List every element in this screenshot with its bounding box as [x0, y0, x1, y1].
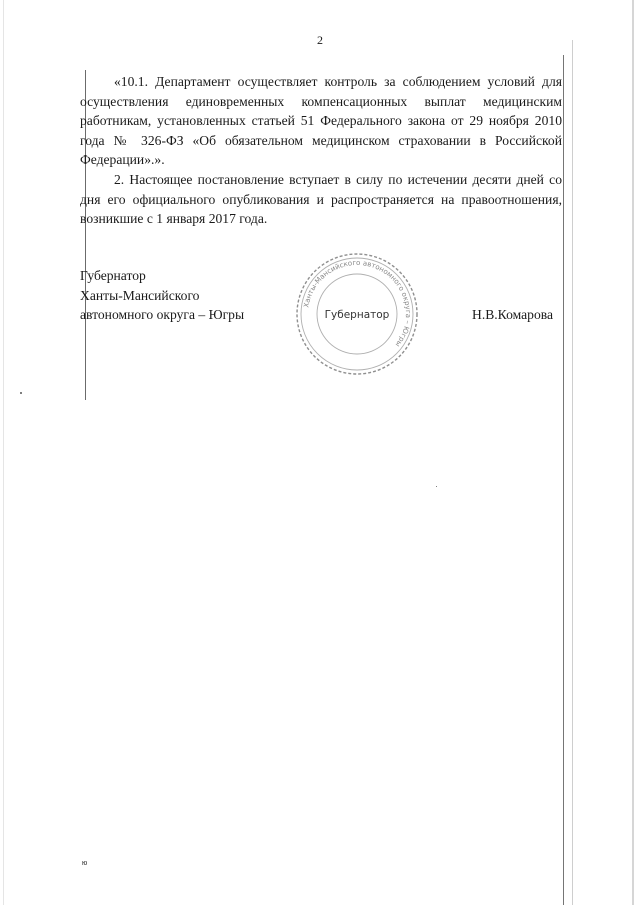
scan-edge-right — [632, 0, 634, 905]
signature-title — [80, 266, 244, 325]
scan-speck — [436, 486, 437, 487]
signature-title-line-3: автономного округа – Югры — [80, 307, 245, 323]
seal-ring-text: Ханты-Мансийского автономного округа – Югры — [302, 258, 413, 349]
signature-title-line-2: Ханты-Мансийского — [80, 287, 200, 303]
seal-center-text: Губернатор — [324, 309, 390, 321]
signer-name: Н.В.Комарова — [472, 307, 554, 322]
scan-speck — [20, 392, 22, 394]
scan-line-right-faint — [572, 40, 573, 905]
scan-edge-left — [3, 0, 4, 905]
paragraph-2: 2. Настоящее постановление вступает в силу по истечении десяти дней со дня его официального опубликования и распространяется на правоотношения, возникшие с 1 января 2017 года. — [80, 171, 562, 227]
page-number: 2 — [317, 33, 323, 47]
footer-mark: ю — [82, 860, 88, 867]
document-body — [80, 72, 562, 229]
signature-title-line-1: Губернатор — [80, 268, 146, 283]
official-seal-stamp — [292, 250, 422, 378]
scan-line-right — [563, 55, 564, 905]
paragraph-10-1: «10.1. Департамент осуществляет контроль за соблюдением условий для осуществления единовременных компенсационных выплат медицинским работникам, установленных статьей 51 Федерального закона от 29 ноября 2010 года № 326-ФЗ «Об обязательном медицинском страховании в Российской Федерации».». — [80, 74, 562, 168]
